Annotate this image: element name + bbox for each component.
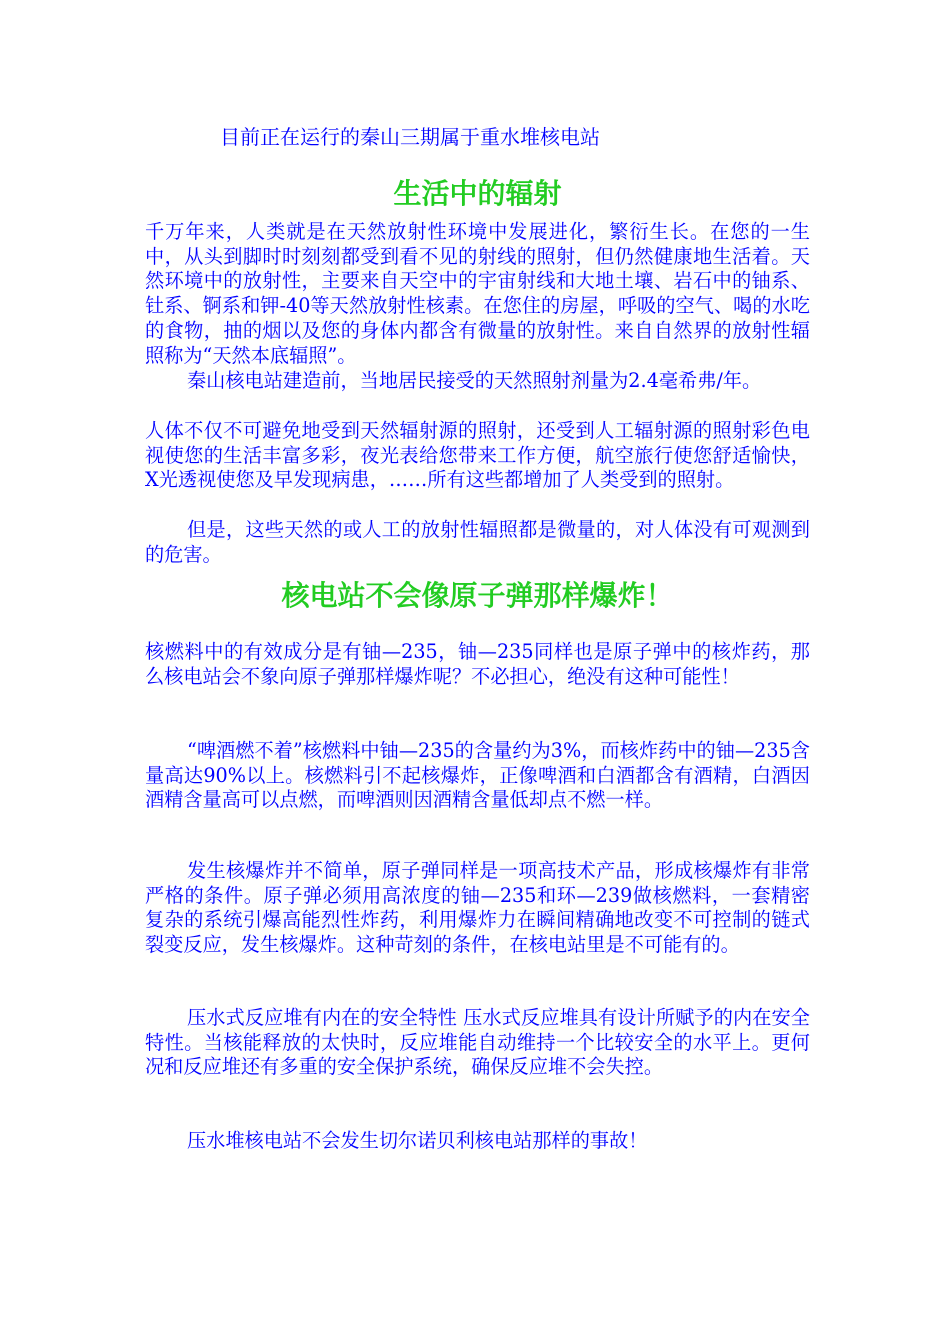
section-title-no-explosion: 核电站不会像原子弹那样爆炸！: [281, 579, 674, 612]
paragraph-artificial-radiation: 人体不仅不可避免地受到天然辐射源的照射，还受到人工辐射源的照射彩色电视使您的生活丰富多彩，夜光表给您带来工作方便，航空旅行使您舒适愉快，X光透视使您及早发现病患，……所有这些都增加了人类受到的照射。: [145, 419, 810, 492]
paragraph-beer-analogy: “啤酒燃不着”核燃料中铀—235的含量约为3%，而核炸药中的铀—235含量高达90%以上。核燃料引不起核爆炸，正像啤酒和白酒都含有酒精，白酒因酒精含量高可以点燃，而啤酒则因酒精含量低却点不燃一样。: [145, 739, 810, 812]
section-title-radiation-in-life: 生活中的辐射: [393, 177, 562, 210]
paragraph-bomb-conditions: 发生核爆炸并不简单，原子弹同样是一项高技术产品，形成核爆炸有非常严格的条件。原子弹必须用高浓度的铀—235和环—239做核燃料，一套精密复杂的系统引爆高能烈性炸药，利用爆炸力在瞬间精确地改变不可控制的链式裂变反应，发生核爆炸。这种苛刻的条件，在核电站里是不可能有的。: [145, 859, 810, 957]
paragraph-no-harm: 但是，这些天然的或人工的放射性辐照都是微量的，对人体没有可观测到的危害。: [145, 518, 810, 566]
intro-line: 目前正在运行的秦山三期属于重水堆核电站: [220, 125, 600, 149]
paragraph-pwr-safety: 压水式反应堆有内在的安全特性 压水式反应堆具有设计所赋予的内在安全特性。当核能释放的太快时，反应堆能自动维持一个比较安全的水平上。更何况和反应堆还有多重的安全保护系统，确保反应堆不会失控。: [145, 1006, 810, 1079]
paragraph-natural-radiation: 千万年来，人类就是在天然放射性环境中发展进化，繁衍生长。在您的一生中，从头到脚时时刻刻都受到看不见的射线的照射，但仍然健康地生活着。天然环境中的放射性，主要来自天空中的宇宙射线和大地土壤、岩石中的铀系、钍系、锕系和钾-40等天然放射性核素。在您住的房屋，呼吸的空气、喝的水吃的食物，抽的烟以及您的身体内都含有微量的放射性。来自自然界的放射性辐照称为“天然本底辐照”。: [145, 220, 810, 367]
paragraph-qinshan-dose: 秦山核电站建造前，当地居民接受的天然照射剂量为2.4毫希弗/年。: [187, 369, 762, 392]
paragraph-fuel-u235: 核燃料中的有效成分是有铀—235，铀—235同样也是原子弹中的核炸药，那么核电站会不象向原子弹那样爆炸呢？不必担心，绝没有这种可能性！: [145, 640, 810, 688]
paragraph-no-chernobyl: 压水堆核电站不会发生切尔诺贝利核电站那样的事故！: [187, 1129, 648, 1152]
